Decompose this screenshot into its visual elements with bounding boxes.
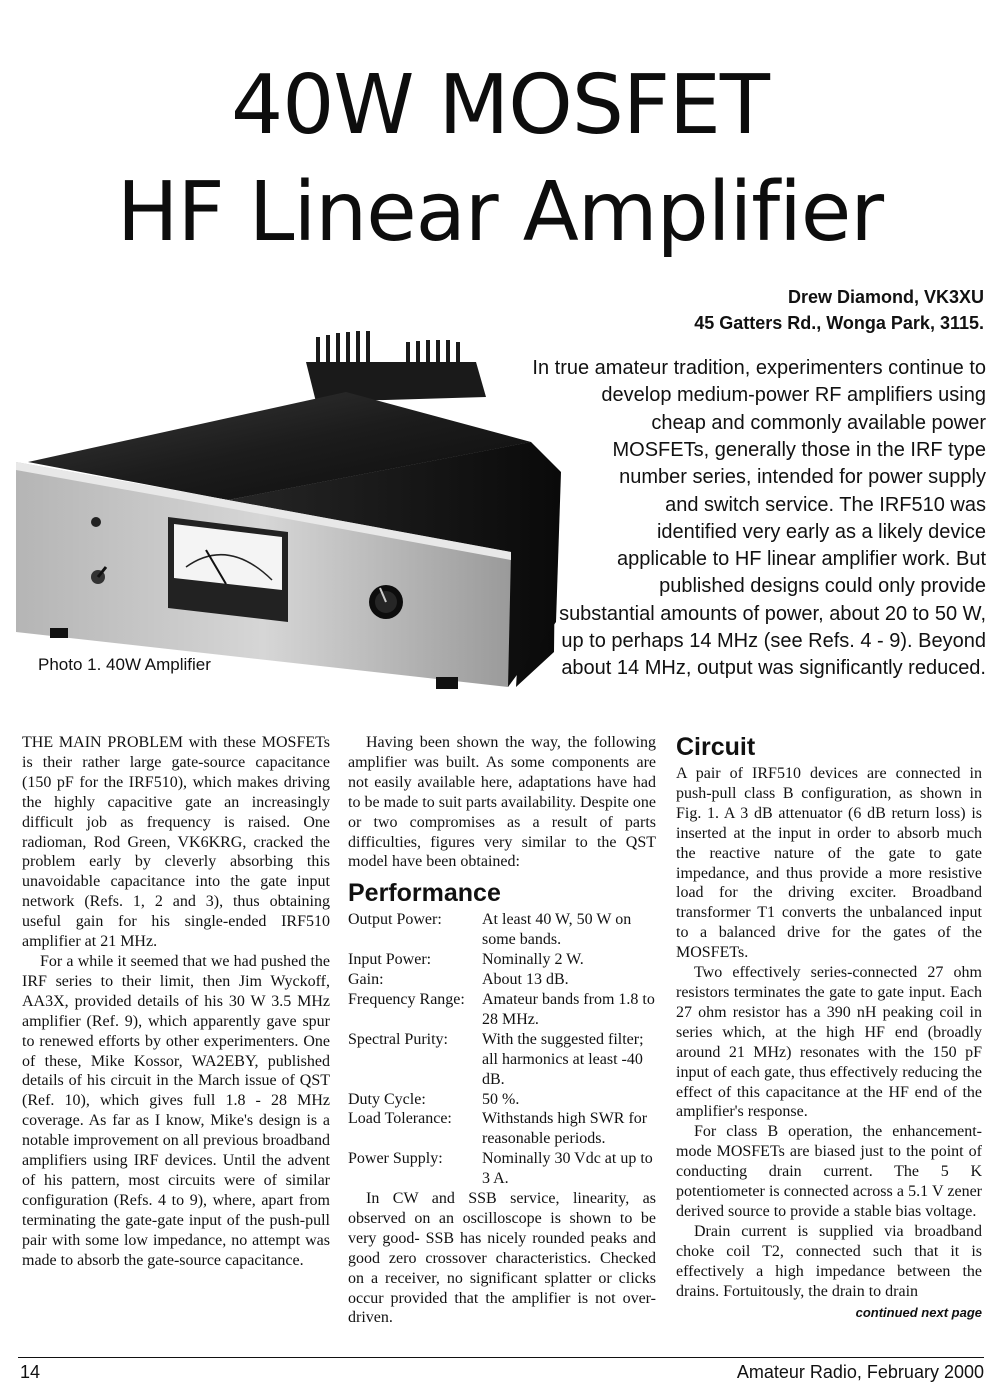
band-switch-knob [369,585,403,619]
spec-value: Nominally 30 Vdc at up to 3 A. [482,1150,653,1188]
spec-label: Input Power: [348,951,432,969]
performance-heading: Performance [348,879,501,908]
title-line-2: HF Linear Amplifier [116,165,884,260]
footer-rule [18,1357,984,1358]
spec-value: With the suggested filter; all harmonics at least -40 dB. [482,1030,644,1088]
spec-value: At least 40 W, 50 W on some bands. [482,911,632,949]
page-number: 14 [20,1362,41,1382]
paragraph: Having been shown the way, the following amplifier was built. As some components are not easily available here, adaptations have had to be made to suit parts availability. Despite one or two compromises as a result of parts difficulties, figures very similar to the QST model have been obtained: [348,734,656,871]
spec-value: 50 %. [482,1090,520,1108]
photo-caption: Photo 1. 40W Amplifier [38,655,211,674]
paragraph: For a while it seemed that we had pushed the IRF series to their limit, then Jim Wyckoff, AA3X, provided details of his 30 W 3.5 MHz amplifier (Ref. 9), which apparently gave spur to renewed efforts by other experimenters. One of these, Mike Kossor, WA2EBY, published details of his circuit in the March issue of QST (Ref. 10), which gives full 1.8 - 28 MHz coverage. As far as I know, Mike's design is a notable improvement on all previous broadband amplifiers using IRF devices. Until the advent of his pattern, most circuits were of similar configuration (Refs. 4 to 9), where, apart from terminating the gate-gate input of the push-pull pair with some low impedance, no attempt was made to absorb the gate-source capacitance. [22,952,330,1269]
circuit-heading: Circuit [676,733,756,761]
spec-value: Amateur bands from 1.8 to 28 MHz. [482,990,655,1028]
title-line-1: 40W MOSFET [231,58,769,153]
intro-line: and switch service. The IRF510 was [665,494,986,516]
spec-value: About 13 dB. [482,971,569,989]
spec-label: Frequency Range: [348,990,465,1008]
spec-label: Output Power: [348,911,442,929]
paragraph: THE MAIN PROBLEM with these MOSFETs is their rather large gate-source capacitance (150 pF for the IRF510), which makes driving the highly capacitive gate an increasingly difficult job as frequency is raised. One radioman, Rod Green, VK6KRG, cracked the problem early by cleverly absorbing this unavoidable capacitance into the gate input network (Refs. 1, 2 and 3), thus obtaining useful gain for his single-ended IRF510 amplifier at 21 MHz. [22,734,330,951]
spec-label: Spectral Purity: [348,1030,448,1048]
intro-line: In true amateur tradition, experimenters continue to [532,357,986,379]
intro-line: number series, intended for power supply [619,466,986,488]
column-1 [22,733,330,1270]
author-name: Drew Diamond, VK3XU [787,287,984,307]
intro-line: substantial amounts of power, about 20 to 50 W, [559,603,986,625]
paragraph: A pair of IRF510 devices are connected in push-pull class B configuration, as shown in Fig. 1. A 3 dB attenuator (6 dB return loss) is inserted at the input in order to absorb much the reactive nature of the gate to gate impedance, and thus provide a more resistive load for the driving exciter. Broadband transformer T1 converts the unbalanced input to a balanced drive for the gates of the MOSFETs. [676,765,982,962]
paragraph: For class B operation, the enhancement-mode MOSFETs are biased just to the point of conducting drain current. The 5 K potentiometer is connected across a 5.1 V zener derived source to provide a stable bias voltage. [676,1123,982,1220]
intro-line: applicable to HF linear amplifier work. But [616,548,986,570]
intro-line: up to perhaps 14 MHz (see Refs. 4 - 9). Beyond [561,630,986,652]
journal-name: Amateur Radio, February 2000 [736,1362,984,1382]
intro-line: published designs could only provide [659,575,986,597]
column-2 [348,733,656,1328]
spec-label: Duty Cycle: [348,1090,426,1108]
continued-next-page: continued next page [855,1305,982,1321]
paragraph: Drain current is supplied via broadband choke coil T2, connected such that it is effectively a high impedance between the drains. Fortuitously, the drain to drain [676,1222,982,1300]
intro-line: cheap and commonly available power [651,412,986,434]
intro-line: MOSFETs, generally those in the IRF type [612,439,986,461]
intro-line: identified very early as a likely device [656,521,986,543]
spec-label: Load Tolerance: [348,1110,452,1128]
power-led [91,517,101,527]
paragraph: Two effectively series-connected 27 ohm resistors terminates the gate to gate input. Each 27 ohm resistor has a 390 nH peaking coil in series which, at the high HF end (broadly around 21 MHz) resonates with the 150 pF input of each gate, thus effectively reducing the effect of this capacitance at the HF end of the amplifier's response. [676,964,982,1121]
column-3 [676,732,982,1323]
intro-line: about 14 MHz, output was significantly reduced. [561,657,986,679]
performance-spec-table [348,910,656,1189]
paragraph: In CW and SSB service, linearity, as observed on an oscilloscope is shown to be very good- SSB has nicely rounded peaks and good zero crossover characteristics. Checked on a receiver, no significant splatter or clicks occur provided that the amplifier is not over-driven. [348,1190,656,1327]
intro-line: develop medium-power RF amplifiers using [601,384,986,406]
author-address: 45 Gatters Rd., Wonga Park, 3115. [694,313,984,333]
spec-label: Power Supply: [348,1150,443,1168]
spec-value: Nominally 2 W. [482,951,584,969]
amplifier-photo [16,322,576,697]
spec-value: Withstands high SWR for reasonable periods. [482,1110,648,1148]
spec-label: Gain: [348,971,384,989]
panel-meter [168,517,288,622]
